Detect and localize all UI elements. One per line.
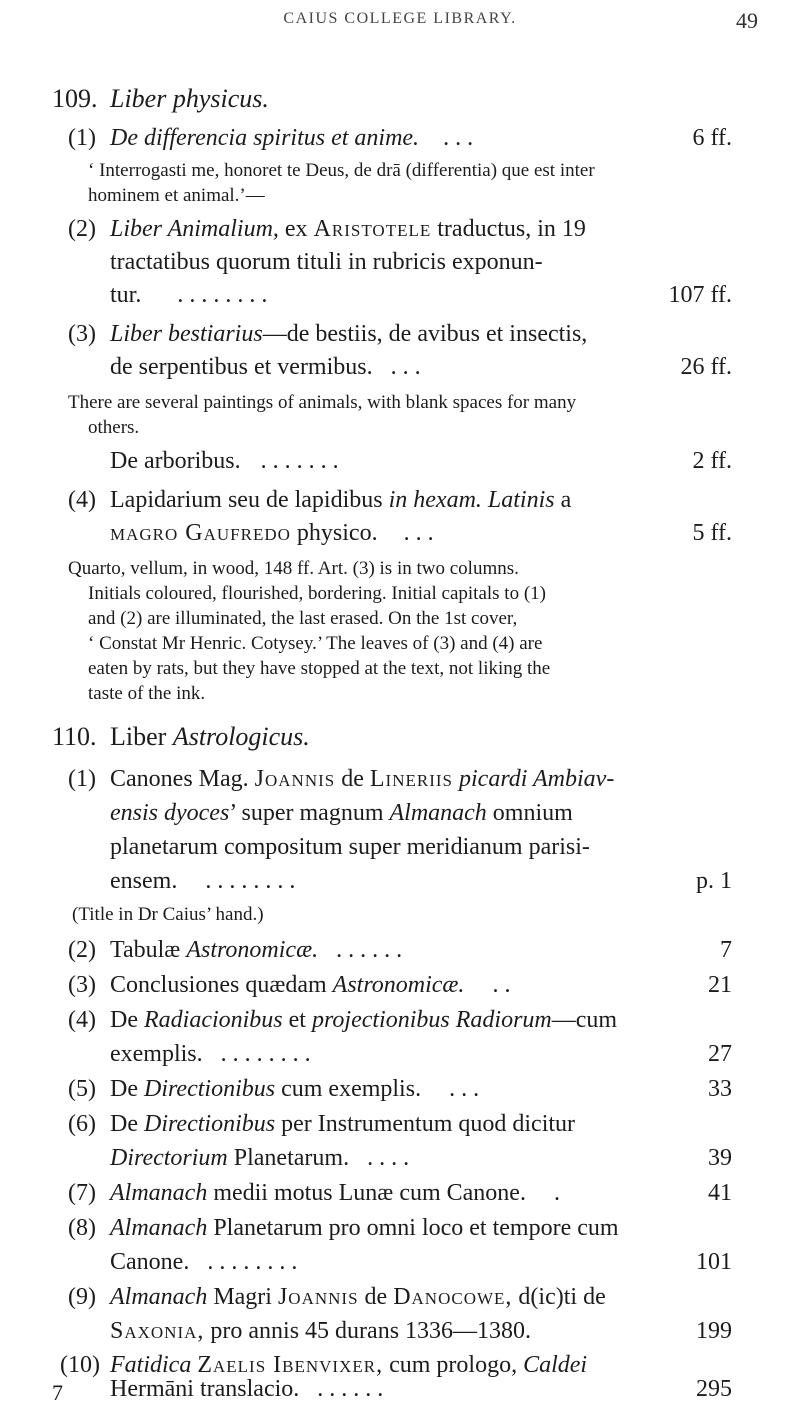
- leader-dots: . . . . . .: [336, 937, 403, 963]
- entry-109-heading: [52, 84, 269, 114]
- item-110-9: [68, 1281, 606, 1313]
- description-line: eaten by rats, but they have stopped at the text, not liking the: [88, 658, 551, 679]
- item-title: Liber Animalium,: [110, 216, 279, 242]
- item-110-10-ref: 295: [696, 1376, 732, 1402]
- description-line: Quarto, vellum, in wood, 148 ff. Art. (3) is in two columns.: [68, 558, 519, 579]
- item-110-6: [68, 1108, 575, 1140]
- item-text: Tabulæ: [110, 937, 181, 963]
- note: There are several paintings of animals, with blank spaces for many: [68, 392, 577, 413]
- item-109-1: [68, 122, 473, 154]
- item-110-1-cont: [110, 865, 295, 897]
- item-italic: Directorium: [110, 1145, 228, 1171]
- item-110-1-ref: p. 1: [696, 868, 732, 894]
- description-line: ‘ Constat Mr Henric. Cotysey.’ The leaves of (3) and (4) are: [88, 633, 543, 654]
- item-label: (1): [68, 125, 96, 151]
- item-text: De arboribus.: [110, 448, 241, 474]
- item-label: (4): [68, 1007, 96, 1033]
- item-text: tur.: [110, 282, 142, 308]
- item-title: Liber bestiarius: [110, 321, 263, 347]
- description-line: taste of the ink.: [88, 683, 206, 704]
- item-italic: Almanach: [110, 1215, 208, 1241]
- incipit-line: hominem et animal.’—: [88, 185, 265, 206]
- item-text: Canones Mag.: [110, 766, 249, 792]
- item-text: de: [341, 766, 364, 792]
- item-italic: Directionibus: [143, 1076, 276, 1102]
- running-title: CAIUS COLLEGE LIBRARY.: [283, 10, 517, 27]
- item-italic: Caldei: [523, 1352, 588, 1378]
- item-109-3-ref: 26 ff.: [680, 354, 732, 380]
- leader-dots: . .: [492, 972, 511, 998]
- entry-title: Liber: [110, 722, 167, 751]
- item-label: (2): [68, 937, 96, 963]
- item-label: (3): [68, 321, 96, 347]
- item-text: exemplis.: [110, 1041, 203, 1067]
- item-text: de serpentibus et vermibus.: [110, 354, 373, 380]
- item-text: Lapidarium seu de lapidibus: [110, 487, 383, 513]
- sub-item-arboribus-ref: 2 ff.: [692, 448, 732, 474]
- item-text: d(ic)ti de: [518, 1284, 606, 1310]
- item-109-3-cont: [110, 351, 421, 383]
- item-110-10-cont: [110, 1373, 383, 1405]
- item-italic: picardi Ambiav-: [459, 766, 615, 792]
- item-109-4-ref: 5 ff.: [692, 520, 732, 546]
- entry-number: 109.: [52, 84, 98, 113]
- item-label: (1): [68, 766, 96, 792]
- item-109-3: [68, 318, 587, 350]
- item-110-1-cont: planetarum compositum super meridianum parisi-: [110, 834, 590, 860]
- item-109-4-cont: [110, 517, 434, 549]
- item-label: (3): [68, 972, 96, 998]
- item-italic: Almanach: [110, 1284, 208, 1310]
- item-text: Planetarum pro omni loco et tempore cum: [213, 1215, 619, 1241]
- item-italic: Radiacionibus: [143, 1007, 283, 1033]
- item-text: a: [560, 487, 572, 513]
- item-label: (5): [68, 1076, 96, 1102]
- item-text: ensem.: [110, 868, 178, 894]
- item-label: (8): [68, 1215, 96, 1241]
- item-110-9-ref: 199: [696, 1318, 732, 1344]
- leader-dots: . . .: [390, 354, 421, 380]
- item-text: Canone.: [110, 1249, 190, 1275]
- item-italic: in hexam. Latinis: [388, 487, 555, 513]
- item-label: (9): [68, 1284, 96, 1310]
- leader-dots: .: [553, 1180, 560, 1206]
- item-110-7-ref: 41: [708, 1180, 732, 1206]
- leader-dots: . . . . . . . .: [207, 1249, 298, 1275]
- item-italic: Astronomicæ.: [186, 937, 319, 963]
- author-name: Joannis: [254, 766, 336, 792]
- leader-dots: . . .: [443, 125, 474, 151]
- page-number: 49: [736, 8, 758, 33]
- item-label: (7): [68, 1180, 96, 1206]
- item-text: —de bestiis, de avibus et insectis,: [262, 321, 588, 347]
- leader-dots: . . . . . . . .: [205, 868, 296, 894]
- description-line: Initials coloured, flourished, bordering. Initial capitals to (1): [88, 583, 546, 604]
- item-text: traductus, in 19: [437, 216, 586, 242]
- item-label: (2): [68, 216, 96, 242]
- item-text: cum exemplis.: [281, 1076, 422, 1102]
- item-110-4: [68, 1004, 617, 1036]
- entry-title: Liber physicus.: [110, 84, 269, 113]
- author-name: Danocowe,: [393, 1284, 513, 1310]
- item-110-7: [68, 1177, 560, 1209]
- entry-title-italic: Astrologicus.: [172, 722, 310, 751]
- description-line: and (2) are illuminated, the last erased. On the 1st cover,: [88, 608, 518, 629]
- item-text: de: [364, 1284, 388, 1310]
- item-110-5-ref: 33: [708, 1076, 732, 1102]
- item-text: physico.: [296, 520, 378, 546]
- item-109-2: [68, 213, 586, 245]
- item-text: De: [110, 1111, 138, 1137]
- item-text: per Instrumentum quod dicitur: [281, 1111, 576, 1137]
- author-name: Joannis: [277, 1284, 359, 1310]
- item-title: De differencia spiritus et anime.: [110, 125, 420, 151]
- item-label: (4): [68, 487, 96, 513]
- item-italic: Radiorum: [455, 1007, 552, 1033]
- item-italic: Fatidica: [110, 1352, 192, 1378]
- item-text: et: [288, 1007, 306, 1033]
- item-110-3-ref: 21: [708, 972, 732, 998]
- item-110-8-cont: [110, 1246, 297, 1278]
- item-text: Conclusiones quædam: [110, 972, 327, 998]
- incipit-line: ‘ Interrogasti me, honoret te Deus, de drā (differentia) que est inter: [88, 160, 595, 181]
- item-text: omnium: [492, 800, 573, 826]
- item-label: (6): [68, 1111, 96, 1137]
- item-110-3: [68, 969, 510, 1001]
- item-text: Planetarum.: [233, 1145, 350, 1171]
- item-109-4: [68, 484, 571, 516]
- entry-number: 110.: [52, 722, 97, 751]
- item-italic: Almanach: [389, 800, 487, 826]
- title-note: (Title in Dr Caius’ hand.): [72, 904, 264, 925]
- item-110-2-ref: 7: [720, 937, 732, 963]
- sub-item-arboribus: [110, 445, 339, 477]
- item-110-6-ref: 39: [708, 1145, 732, 1171]
- item-109-2-cont: tractatibus quorum tituli in rubricis exponun-: [110, 249, 543, 275]
- item-110-1: [68, 763, 614, 795]
- item-109-2-cont: [110, 279, 267, 311]
- item-text: medii motus Lunæ cum Canone.: [213, 1180, 526, 1206]
- item-109-1-ref: 6 ff.: [692, 125, 732, 151]
- leader-dots: . . . . . . .: [260, 448, 339, 474]
- item-110-4-cont: [110, 1038, 311, 1070]
- item-label: (10): [60, 1352, 100, 1378]
- leader-dots: . . . . . . . .: [220, 1041, 311, 1067]
- leader-dots: . . .: [403, 520, 434, 546]
- item-text: Hermāni translacio.: [110, 1376, 300, 1402]
- page-header: [0, 8, 800, 38]
- leader-dots: . . .: [449, 1076, 480, 1102]
- author-name: magro Gaufredo: [110, 520, 291, 546]
- signature-mark: 7: [52, 1380, 63, 1405]
- item-italic: Almanach: [110, 1180, 208, 1206]
- entry-110-heading: [52, 722, 310, 752]
- item-italic: Directionibus: [143, 1111, 276, 1137]
- item-italic: Astronomicæ.: [332, 972, 465, 998]
- leader-dots: . . . . . . . .: [177, 282, 268, 308]
- item-text: pro annis 45 durans 1336—1380.: [210, 1318, 532, 1344]
- item-110-8-ref: 101: [696, 1249, 732, 1275]
- item-italic: projectionibus: [311, 1007, 450, 1033]
- item-text: cum prologo,: [389, 1352, 518, 1378]
- leader-dots: . . . .: [367, 1145, 410, 1171]
- author-name: Aristotele: [313, 216, 432, 242]
- item-text: ex: [284, 216, 308, 242]
- item-110-6-cont: [110, 1142, 409, 1174]
- item-110-9-cont: [110, 1315, 531, 1347]
- item-text: —cum: [551, 1007, 618, 1033]
- item-text: ’ super magnum: [229, 800, 384, 826]
- item-text: De: [110, 1007, 138, 1033]
- author-name: Saxonia,: [110, 1318, 205, 1344]
- item-italic: ensis dyoces: [110, 800, 230, 826]
- item-110-5: [68, 1073, 479, 1105]
- note: others.: [88, 417, 140, 438]
- author-name: Lineriis: [369, 766, 453, 792]
- author-name: Zaelis Ibenvixer,: [197, 1352, 384, 1378]
- item-text: De: [110, 1076, 138, 1102]
- item-110-2: [68, 934, 402, 966]
- item-text: Magri: [213, 1284, 272, 1310]
- item-110-8: [68, 1212, 619, 1244]
- item-109-2-ref: 107 ff.: [668, 282, 732, 308]
- item-110-4-ref: 27: [708, 1041, 732, 1067]
- leader-dots: . . . . . .: [317, 1376, 384, 1402]
- item-110-1-cont: [110, 797, 573, 829]
